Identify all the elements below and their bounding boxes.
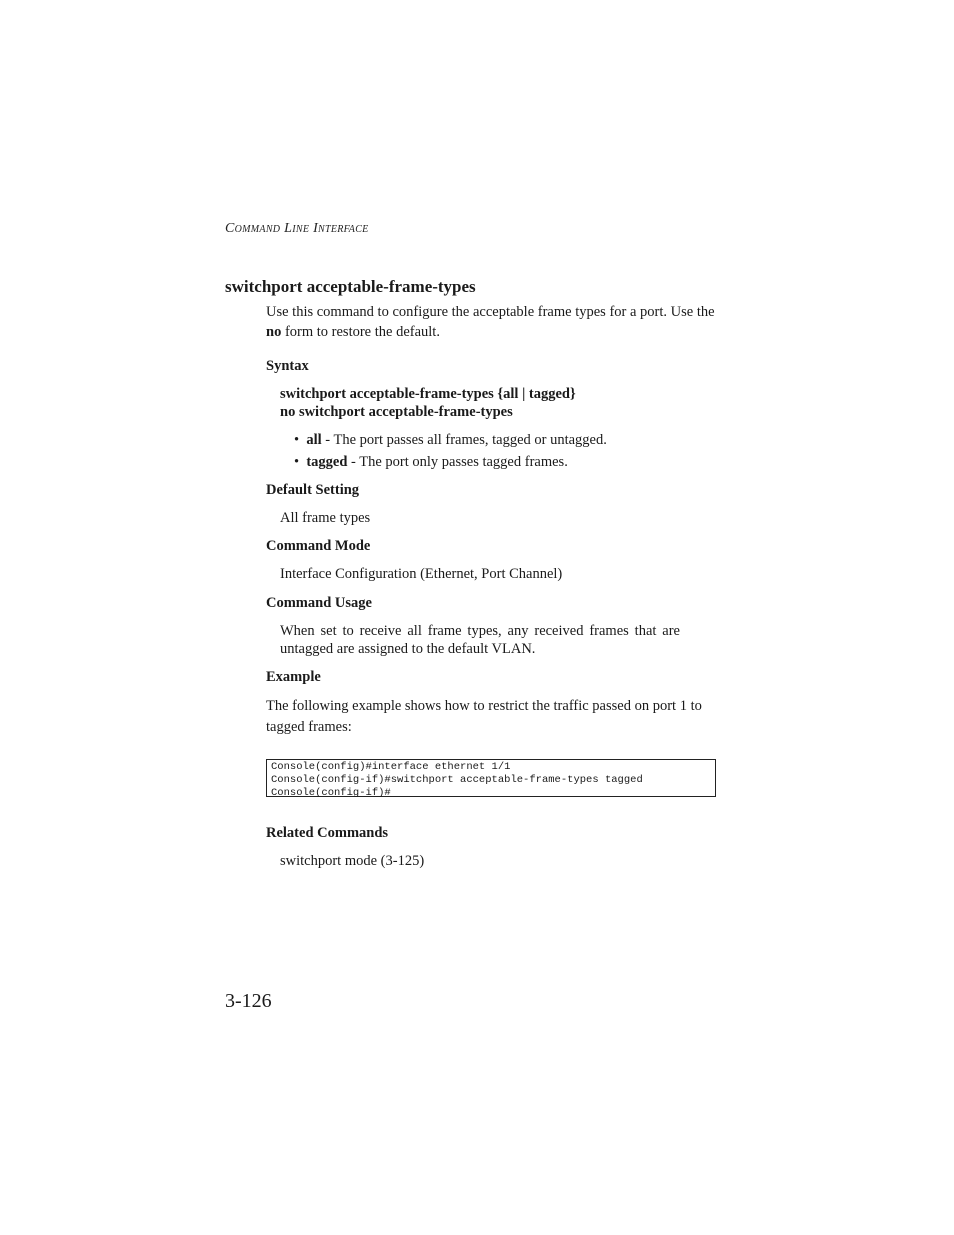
code-line: Console(config)#interface ethernet 1/1 [271,761,511,773]
bullet-all: • all - The port passes all frames, tagged or untagged. [294,432,607,448]
command-usage-text: When set to receive all frame types, any received frames that are untagged are assigned to the default VLAN. [280,623,680,657]
example-text: The following example shows how to restrict the traffic passed on port 1 to tagged frames: [266,698,702,735]
page-number: 3-126 [225,990,272,1012]
code-example [266,759,716,797]
code-line: Console(config-if)# [271,786,391,799]
related-commands-heading: Related Commands [266,825,389,841]
default-setting-heading: Default Setting [266,482,360,498]
syntax-line-1: switchport acceptable-frame-types {all | tagged} [280,386,576,402]
command-mode-text: Interface Configuration (Ethernet, Port Channel) [280,566,563,582]
syntax-heading: Syntax [266,358,309,374]
running-header: COMMAND LINE INTERFACE [225,221,369,236]
intro-paragraph: Use this command to configure the acceptable frame types for a port. Use the no form to restore the default. [266,304,715,340]
default-setting-text: All frame types [280,510,371,526]
command-mode-heading: Command Mode [266,538,371,554]
code-line: Console(config-if)#switchport acceptable-frame-types tagged [271,773,643,786]
bullet-tagged: • tagged - The port only passes tagged frames. [294,454,568,470]
command-usage-heading: Command Usage [266,595,372,611]
syntax-line-2: no switchport acceptable-frame-types [280,404,513,420]
example-heading: Example [266,669,321,685]
related-commands-text: switchport mode (3-125) [280,853,425,869]
command-title: switchport acceptable-frame-types [225,277,476,296]
